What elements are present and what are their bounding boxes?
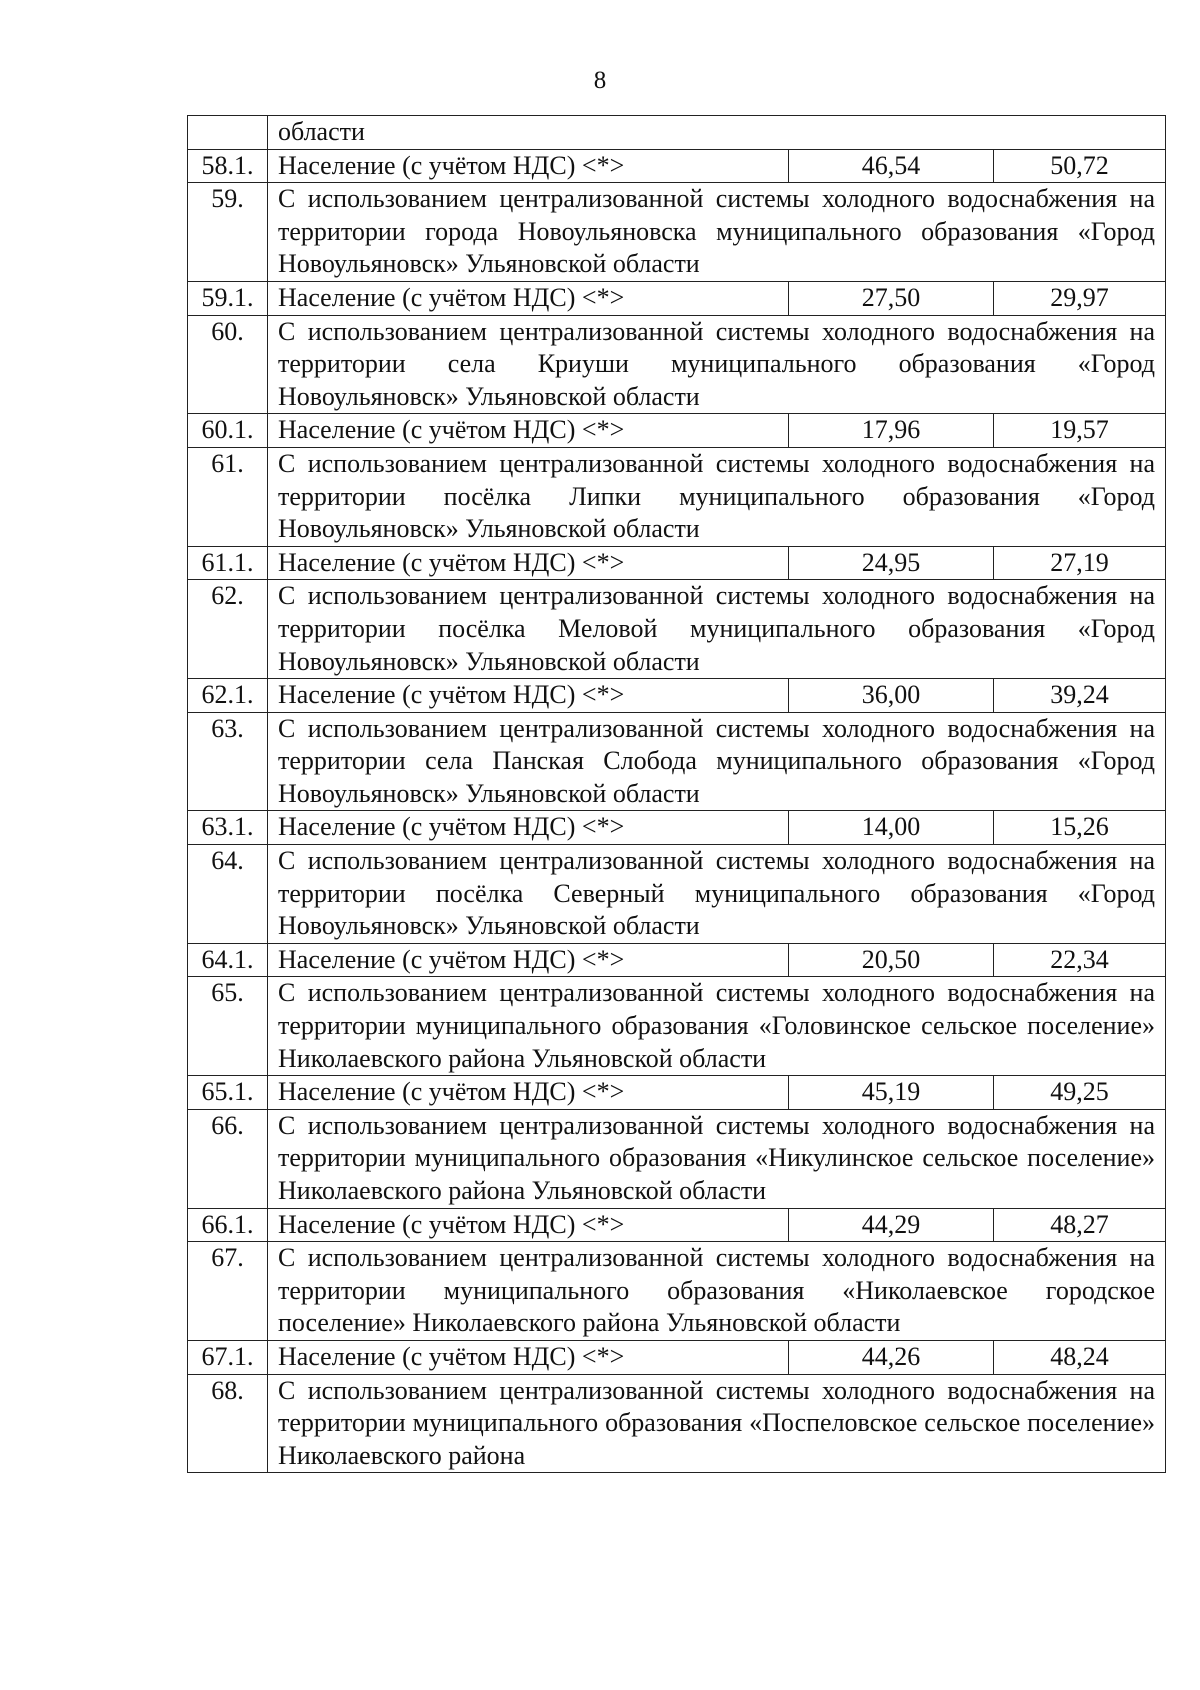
row-number: 65.1. xyxy=(188,1076,268,1110)
tariff-value-1: 24,95 xyxy=(789,546,994,580)
table-row-description xyxy=(188,580,1166,679)
table-row-description xyxy=(188,977,1166,1076)
table-row-tariff xyxy=(188,149,1166,183)
tariff-value-1: 14,00 xyxy=(789,811,994,845)
tariff-value-2: 15,26 xyxy=(994,811,1166,845)
tariff-value-2: 22,34 xyxy=(994,943,1166,977)
tariff-value-2: 27,19 xyxy=(994,546,1166,580)
row-number: 63. xyxy=(188,712,268,811)
table-row-tariff xyxy=(188,943,1166,977)
consumer-category: Население (с учётом НДС) <*> xyxy=(268,811,789,845)
service-description: С использованием централизованной системы холодного водоснабжения на территории посёлка Северный муниципального образования «Город Новоульяновск» Ульяновской области xyxy=(268,845,1166,944)
table-row-description xyxy=(188,845,1166,944)
service-description: С использованием централизованной системы холодного водоснабжения на территории муниципального образования «Поспеловское сельское поселение» Николаевского района xyxy=(268,1374,1166,1473)
service-description: С использованием централизованной системы холодного водоснабжения на территории села Криуши муниципального образования «Город Новоульяновск» Ульяновской области xyxy=(268,315,1166,414)
consumer-category: Население (с учётом НДС) <*> xyxy=(268,679,789,713)
row-number: 58.1. xyxy=(188,149,268,183)
tariff-value-2: 48,27 xyxy=(994,1208,1166,1242)
consumer-category: Население (с учётом НДС) <*> xyxy=(268,546,789,580)
tariff-value-1: 20,50 xyxy=(789,943,994,977)
tariff-table-body xyxy=(188,116,1166,1473)
service-description: С использованием централизованной системы холодного водоснабжения на территории муниципального образования «Николаевское городское поселение» Николаевского района Ульяновской области xyxy=(268,1242,1166,1341)
row-number: 67. xyxy=(188,1242,268,1341)
table-row-tariff xyxy=(188,1340,1166,1374)
row-number: 66. xyxy=(188,1109,268,1208)
table-row-tariff xyxy=(188,414,1166,448)
consumer-category: Население (с учётом НДС) <*> xyxy=(268,281,789,315)
table-row-tariff xyxy=(188,811,1166,845)
service-description: С использованием централизованной системы холодного водоснабжения на территории посёлка Меловой муниципального образования «Город Новоульяновск» Ульяновской области xyxy=(268,580,1166,679)
row-number: 66.1. xyxy=(188,1208,268,1242)
row-number: 67.1. xyxy=(188,1340,268,1374)
tariff-value-1: 44,29 xyxy=(789,1208,994,1242)
row-number: 59.1. xyxy=(188,281,268,315)
row-number: 61. xyxy=(188,447,268,546)
tariff-value-2: 50,72 xyxy=(994,149,1166,183)
row-number: 61.1. xyxy=(188,546,268,580)
tariff-value-1: 17,96 xyxy=(789,414,994,448)
tariff-value-1: 36,00 xyxy=(789,679,994,713)
consumer-category: Население (с учётом НДС) <*> xyxy=(268,414,789,448)
service-description: области xyxy=(268,116,1166,150)
table-row-tariff xyxy=(188,281,1166,315)
tariff-value-2: 48,24 xyxy=(994,1340,1166,1374)
service-description: С использованием централизованной системы холодного водоснабжения на территории муниципального образования «Никулинское сельское поселение» Николаевского района Ульяновской области xyxy=(268,1109,1166,1208)
row-number: 62.1. xyxy=(188,679,268,713)
consumer-category: Население (с учётом НДС) <*> xyxy=(268,1208,789,1242)
tariff-value-1: 44,26 xyxy=(789,1340,994,1374)
table-row-tariff xyxy=(188,546,1166,580)
row-number: 59. xyxy=(188,183,268,282)
row-number: 64.1. xyxy=(188,943,268,977)
row-number: 60. xyxy=(188,315,268,414)
table-row-tariff xyxy=(188,679,1166,713)
row-number: 64. xyxy=(188,845,268,944)
tariff-value-1: 45,19 xyxy=(789,1076,994,1110)
service-description: С использованием централизованной системы холодного водоснабжения на территории города Новоульяновска муниципального образования «Город Новоульяновск» Ульяновской области xyxy=(268,183,1166,282)
table-row-description xyxy=(188,1242,1166,1341)
tariff-value-1: 46,54 xyxy=(789,149,994,183)
tariff-value-1: 27,50 xyxy=(789,281,994,315)
row-number: 65. xyxy=(188,977,268,1076)
row-number xyxy=(188,116,268,150)
tariff-value-2: 19,57 xyxy=(994,414,1166,448)
row-number: 62. xyxy=(188,580,268,679)
table-row-tariff xyxy=(188,1208,1166,1242)
table-row-description xyxy=(188,116,1166,150)
tariff-value-2: 49,25 xyxy=(994,1076,1166,1110)
table-row-tariff xyxy=(188,1076,1166,1110)
service-description: С использованием централизованной системы холодного водоснабжения на территории посёлка Липки муниципального образования «Город Новоульяновск» Ульяновской области xyxy=(268,447,1166,546)
table-row-description xyxy=(188,447,1166,546)
table-row-description xyxy=(188,712,1166,811)
row-number: 63.1. xyxy=(188,811,268,845)
table-row-description xyxy=(188,183,1166,282)
tariff-table xyxy=(187,115,1166,1473)
consumer-category: Население (с учётом НДС) <*> xyxy=(268,943,789,977)
consumer-category: Население (с учётом НДС) <*> xyxy=(268,1076,789,1110)
row-number: 60.1. xyxy=(188,414,268,448)
table-row-description xyxy=(188,1374,1166,1473)
consumer-category: Население (с учётом НДС) <*> xyxy=(268,1340,789,1374)
consumer-category: Население (с учётом НДС) <*> xyxy=(268,149,789,183)
service-description: С использованием централизованной системы холодного водоснабжения на территории села Панская Слобода муниципального образования «Город Новоульяновск» Ульяновской области xyxy=(268,712,1166,811)
table-row-description xyxy=(188,1109,1166,1208)
table-row-description xyxy=(188,315,1166,414)
tariff-value-2: 39,24 xyxy=(994,679,1166,713)
page-number: 8 xyxy=(593,67,607,94)
service-description: С использованием централизованной системы холодного водоснабжения на территории муниципального образования «Головинское сельское поселение» Николаевского района Ульяновской области xyxy=(268,977,1166,1076)
tariff-value-2: 29,97 xyxy=(994,281,1166,315)
row-number: 68. xyxy=(188,1374,268,1473)
